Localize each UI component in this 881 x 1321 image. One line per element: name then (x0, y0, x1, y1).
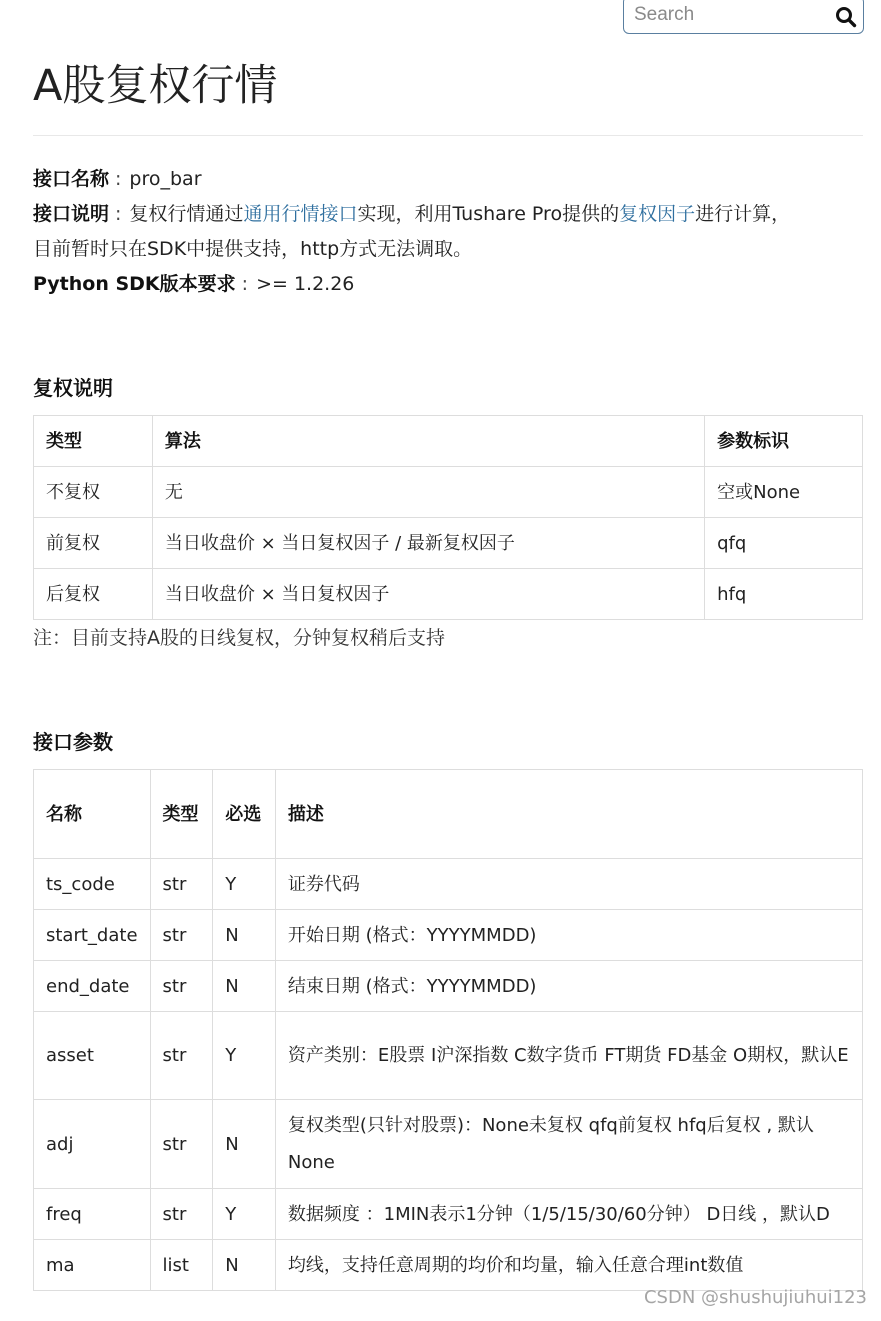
adj-table (33, 415, 863, 620)
search-icon[interactable] (835, 6, 857, 28)
column-header: 名称 (34, 770, 151, 859)
table-cell: 均线，支持任意周期的均价和均量，输入任意合理int数值 (275, 1240, 862, 1291)
separator: : (115, 168, 122, 190)
table-row (34, 1240, 863, 1291)
table-row (34, 569, 863, 620)
interface-name-label: 接口名称 (33, 168, 110, 190)
table-cell: str (150, 859, 213, 910)
params-section-heading: 接口参数 (33, 730, 113, 754)
column-header: 算法 (152, 416, 704, 467)
table-cell: qfq (705, 518, 863, 569)
separator: : (115, 203, 122, 225)
table-row (34, 467, 863, 518)
sdk-version-line (33, 267, 354, 302)
interface-desc-line-2: 目前暂时只在SDK中提供支持，http方式无法调取。 (33, 238, 473, 260)
table-row (34, 1012, 863, 1100)
column-header: 类型 (34, 416, 153, 467)
adj-factor-link[interactable]: 复权因子 (619, 203, 696, 225)
table-cell: str (150, 1189, 213, 1240)
table-cell: 资产类别：E股票 I沪深指数 C数字货币 FT期货 FD基金 O期权，默认E (275, 1012, 862, 1100)
table-cell: N (213, 1100, 276, 1189)
table-cell: N (213, 1240, 276, 1291)
table-cell: N (213, 961, 276, 1012)
interface-desc-label: 接口说明 (33, 203, 110, 225)
separator: : (241, 273, 249, 295)
column-header: 必选 (213, 770, 276, 859)
table-cell: adj (34, 1100, 151, 1189)
table-cell: N (213, 910, 276, 961)
table-row (34, 961, 863, 1012)
sdk-version-value: >= 1.2.26 (256, 273, 355, 295)
table-cell: hfq (705, 569, 863, 620)
table-cell: str (150, 910, 213, 961)
column-header: 类型 (150, 770, 213, 859)
table-header-row (34, 416, 863, 467)
table-cell: str (150, 1100, 213, 1189)
title-divider (33, 135, 863, 136)
table-cell: ma (34, 1240, 151, 1291)
table-cell: list (150, 1240, 213, 1291)
table-cell: 当日收盘价 × 当日复权因子 / 最新复权因子 (152, 518, 704, 569)
table-cell: str (150, 961, 213, 1012)
table-cell: 结束日期 (格式：YYYYMMDD) (275, 961, 862, 1012)
interface-desc-text: 进行计算， (695, 203, 791, 225)
adj-note: 注：目前支持A股的日线复权，分钟复权稍后支持 (33, 627, 445, 649)
table-cell: 不复权 (34, 467, 153, 518)
table-cell: Y (213, 1012, 276, 1100)
column-header: 参数标识 (705, 416, 863, 467)
page-title: A股复权行情 (33, 61, 278, 111)
table-cell: 无 (152, 467, 704, 518)
search-input[interactable] (634, 0, 829, 30)
column-header: 描述 (275, 770, 862, 859)
table-cell: 数据频度 ：1MIN表示1分钟（1/5/15/30/60分钟） D日线 ，默认D (275, 1189, 862, 1240)
table-row (34, 859, 863, 910)
table-row (34, 1100, 863, 1189)
table-cell: 开始日期 (格式：YYYYMMDD) (275, 910, 862, 961)
table-row (34, 518, 863, 569)
table-cell: 前复权 (34, 518, 153, 569)
general-quote-api-link[interactable]: 通用行情接口 (243, 203, 358, 225)
table-cell: 后复权 (34, 569, 153, 620)
adj-section-heading: 复权说明 (33, 376, 113, 400)
interface-desc-text: 实现，利用Tushare Pro提供的 (357, 203, 620, 225)
table-cell: freq (34, 1189, 151, 1240)
table-cell: 当日收盘价 × 当日复权因子 (152, 569, 704, 620)
table-cell: start_date (34, 910, 151, 961)
table-cell: 证券代码 (275, 859, 862, 910)
params-table (33, 769, 863, 1291)
sdk-version-label: Python SDK版本要求 (33, 273, 236, 295)
table-cell: 空或None (705, 467, 863, 518)
interface-name-value: pro_bar (129, 168, 202, 190)
table-cell: end_date (34, 961, 151, 1012)
table-cell: Y (213, 1189, 276, 1240)
table-cell: str (150, 1012, 213, 1100)
table-cell: 复权类型(只针对股票)：None未复权 qfq前复权 hfq后复权 , 默认None (275, 1100, 862, 1189)
csdn-watermark: CSDN @shushujiuhui123 (643, 1287, 867, 1308)
table-row (34, 910, 863, 961)
interface-name-line (33, 162, 202, 197)
table-cell: Y (213, 859, 276, 910)
interface-desc-line (33, 197, 790, 232)
table-cell: asset (34, 1012, 151, 1100)
interface-desc-text: 复权行情通过 (129, 203, 244, 225)
table-row (34, 1189, 863, 1240)
table-header-row (34, 770, 863, 859)
search-box[interactable] (623, 0, 864, 34)
table-cell: ts_code (34, 859, 151, 910)
